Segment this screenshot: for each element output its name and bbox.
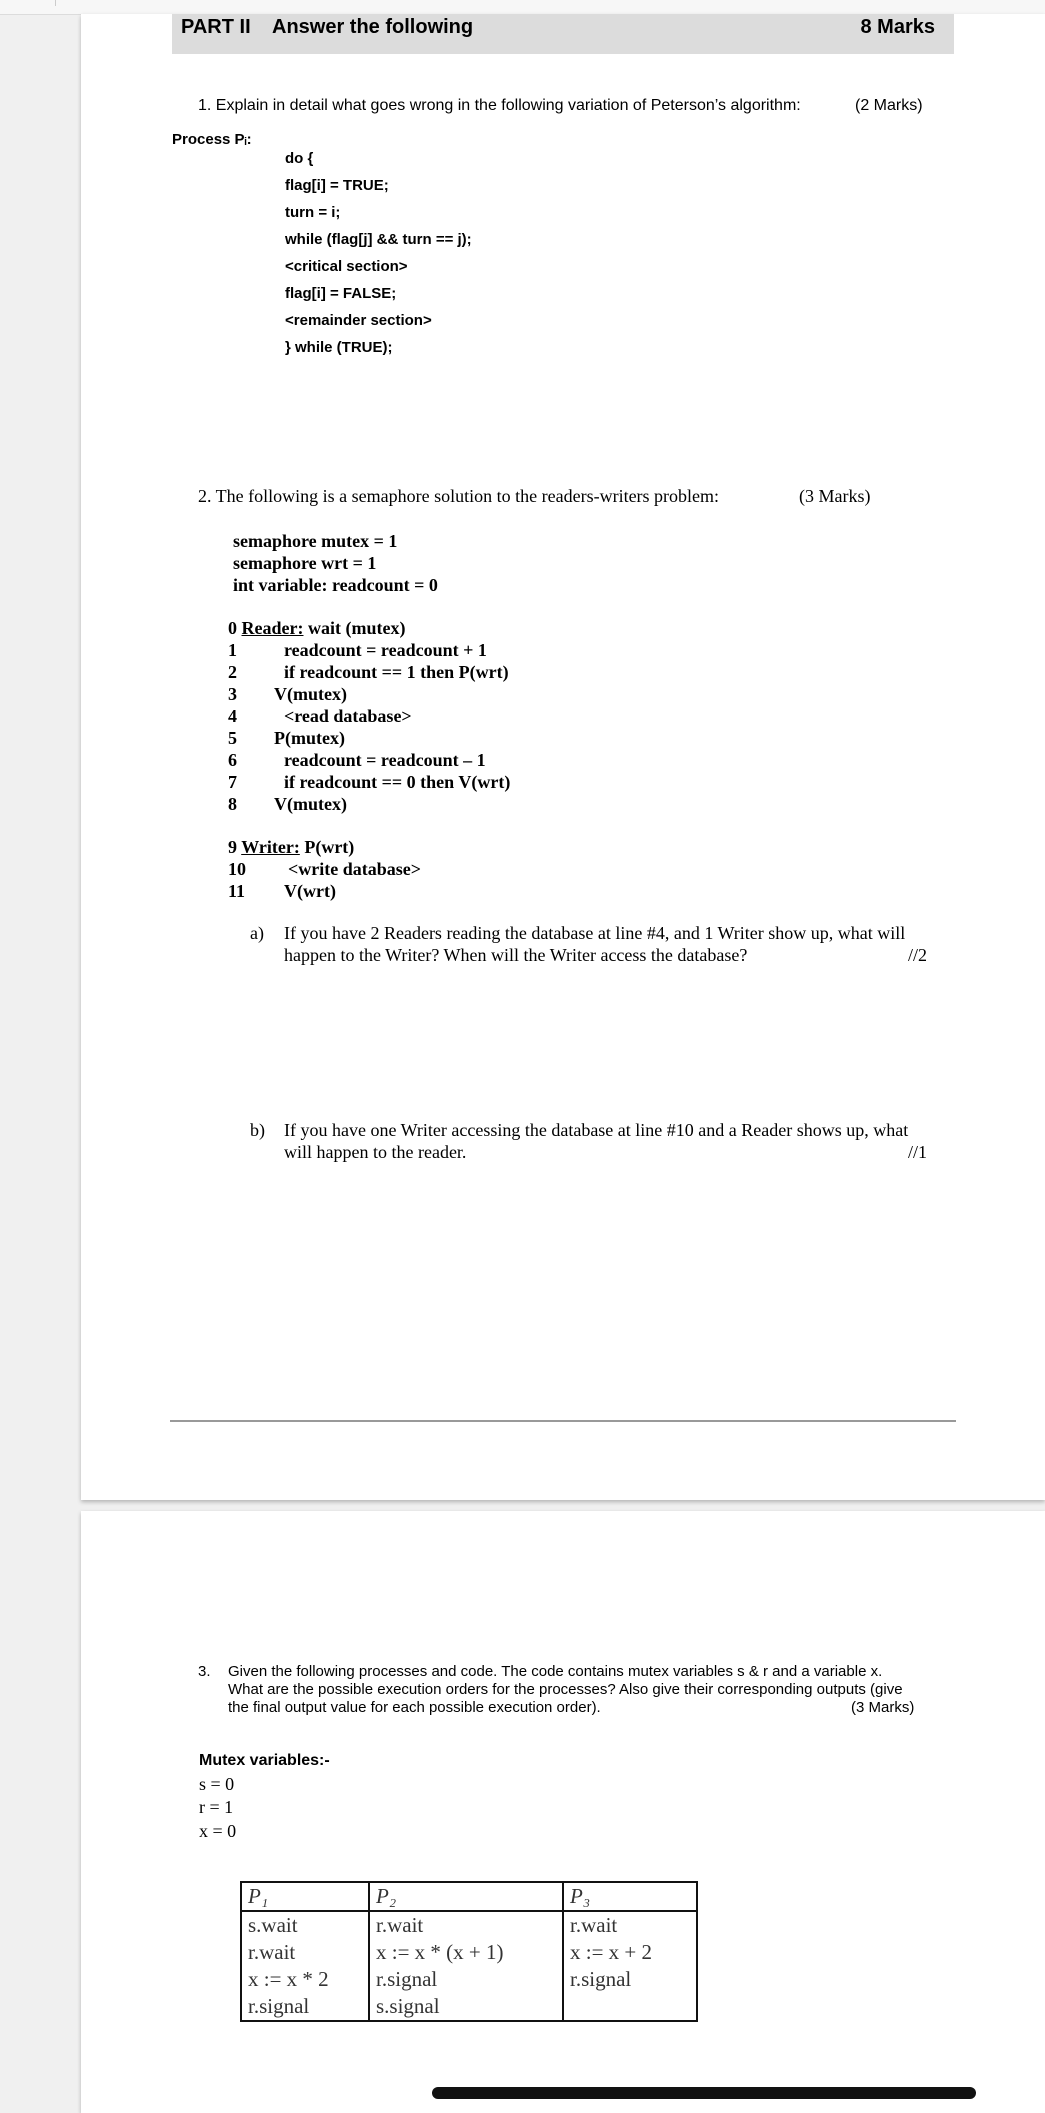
code-line: while (flag[j] && turn == j); xyxy=(285,231,472,248)
line-number: 5 xyxy=(228,728,237,748)
table-row xyxy=(241,1966,697,1993)
table-cell: s.signal xyxy=(369,1993,563,2021)
section-title: Answer the following xyxy=(272,16,474,38)
line-number: 10 xyxy=(228,859,246,879)
subquestion-b-label: b) xyxy=(250,1120,265,1140)
table-cell: r.wait xyxy=(369,1911,563,1939)
reader-code-line: <read database> xyxy=(284,706,412,726)
viewer-top-bar xyxy=(0,0,1045,15)
reader-code-line: if readcount == 0 then V(wrt) xyxy=(284,772,511,792)
declaration-line: semaphore wrt = 1 xyxy=(233,553,377,573)
question-1-marks: (2 Marks) xyxy=(855,97,923,114)
variable-line: r = 1 xyxy=(199,1797,234,1817)
process-header: P₂ xyxy=(369,1882,563,1911)
table-cell: r.wait xyxy=(241,1939,369,1966)
line-number: 3 xyxy=(228,684,237,704)
code-line: <critical section> xyxy=(285,258,408,275)
table-cell: x := x * 2 xyxy=(241,1966,369,1993)
section-header xyxy=(172,14,954,54)
reader-code-line: if readcount == 1 then P(wrt) xyxy=(284,662,509,682)
table-row xyxy=(241,1993,697,2021)
line-number: 4 xyxy=(228,706,237,726)
line-number: 2 xyxy=(228,662,237,682)
table-cell: x := x + 2 xyxy=(563,1939,697,1966)
variable-line: x = 0 xyxy=(199,1821,237,1841)
subquestion-b-text: will happen to the reader. xyxy=(284,1142,467,1162)
subquestion-a-label: a) xyxy=(250,923,264,943)
line-number: 7 xyxy=(228,772,237,792)
reader-line-number: 0 xyxy=(228,618,237,638)
line-number: 8 xyxy=(228,794,237,814)
code-line: } while (TRUE); xyxy=(285,339,393,356)
process-header: P₁ xyxy=(241,1882,369,1911)
question-3-text: What are the possible execution orders for the processes? Also give their corresponding outputs (give xyxy=(228,1681,903,1698)
code-line: flag[i] = TRUE; xyxy=(285,177,389,194)
line-number: 1 xyxy=(228,640,237,660)
table-cell: r.signal xyxy=(563,1966,697,1993)
process-label: Process Pᵢ: xyxy=(172,131,252,148)
subquestion-a-marks: //2 xyxy=(908,945,928,965)
writer-first-code: P(wrt) xyxy=(304,837,355,857)
reader-code-line: readcount = readcount – 1 xyxy=(284,750,486,770)
page-footer-rule xyxy=(170,1420,956,1422)
question-3-number: 3. xyxy=(198,1663,211,1680)
declaration-line: int variable: readcount = 0 xyxy=(233,575,438,595)
home-indicator-bar[interactable] xyxy=(432,2087,976,2099)
table-cell: r.wait xyxy=(563,1911,697,1939)
process-code-table xyxy=(240,1881,698,2022)
reader-code-line: P(mutex) xyxy=(274,728,345,748)
code-line: turn = i; xyxy=(285,204,341,221)
table-cell: r.signal xyxy=(241,1993,369,2021)
document-page-1 xyxy=(81,14,1045,1500)
reader-header xyxy=(228,618,405,639)
process-header: P₃ xyxy=(563,1882,697,1911)
table-cell: x := x * (x + 1) xyxy=(369,1939,563,1966)
code-line: <remainder section> xyxy=(285,312,432,329)
question-2-marks: (3 Marks) xyxy=(799,486,871,506)
subquestion-a-text: happen to the Writer? When will the Writer access the database? xyxy=(284,945,748,965)
table-cell: s.wait xyxy=(241,1911,369,1939)
subquestion-a-text: If you have 2 Readers reading the database at line #4, and 1 Writer show up, what will xyxy=(284,923,906,943)
reader-first-code: wait (mutex) xyxy=(307,618,406,638)
line-number: 11 xyxy=(228,881,246,901)
section-part-label: PART II xyxy=(181,16,251,38)
reader-code-line: readcount = readcount + 1 xyxy=(284,640,487,660)
writer-line-number: 9 xyxy=(228,837,237,857)
reader-label: Reader: xyxy=(241,618,304,638)
table-row xyxy=(241,1911,697,1939)
table-cell: r.signal xyxy=(369,1966,563,1993)
line-number: 6 xyxy=(228,750,237,770)
code-line: flag[i] = FALSE; xyxy=(285,285,397,302)
writer-label: Writer: xyxy=(241,837,300,857)
toolbar-divider xyxy=(55,0,56,6)
question-3-text: Given the following processes and code. The code contains mutex variables s & r and a variable x. xyxy=(228,1663,883,1680)
declaration-line: semaphore mutex = 1 xyxy=(233,531,398,551)
table-header-row xyxy=(241,1882,697,1911)
table-cell xyxy=(563,1993,697,2021)
question-3-marks: (3 Marks) xyxy=(851,1699,915,1716)
subquestion-b-marks: //1 xyxy=(908,1142,928,1162)
variable-line: s = 0 xyxy=(199,1774,235,1794)
code-line: do { xyxy=(285,150,314,167)
writer-header xyxy=(228,837,354,858)
section-marks: 8 Marks xyxy=(860,16,935,38)
reader-code-line: V(mutex) xyxy=(274,794,347,814)
subquestion-b-text: If you have one Writer accessing the database at line #10 and a Reader shows up, what xyxy=(284,1120,909,1140)
question-3-text: the final output value for each possible execution order). xyxy=(228,1699,601,1716)
question-1-prompt: 1. Explain in detail what goes wrong in the following variation of Peterson’s algorithm: xyxy=(198,97,801,114)
mutex-variables-label: Mutex variables:- xyxy=(199,1752,330,1769)
table-row xyxy=(241,1939,697,1966)
writer-code-line: V(wrt) xyxy=(284,881,336,901)
reader-code-line: V(mutex) xyxy=(274,684,347,704)
question-2-prompt: 2. The following is a semaphore solution to the readers-writers problem: xyxy=(198,486,720,506)
writer-code-line: <write database> xyxy=(288,859,421,879)
document-page-2 xyxy=(81,1511,1045,2113)
